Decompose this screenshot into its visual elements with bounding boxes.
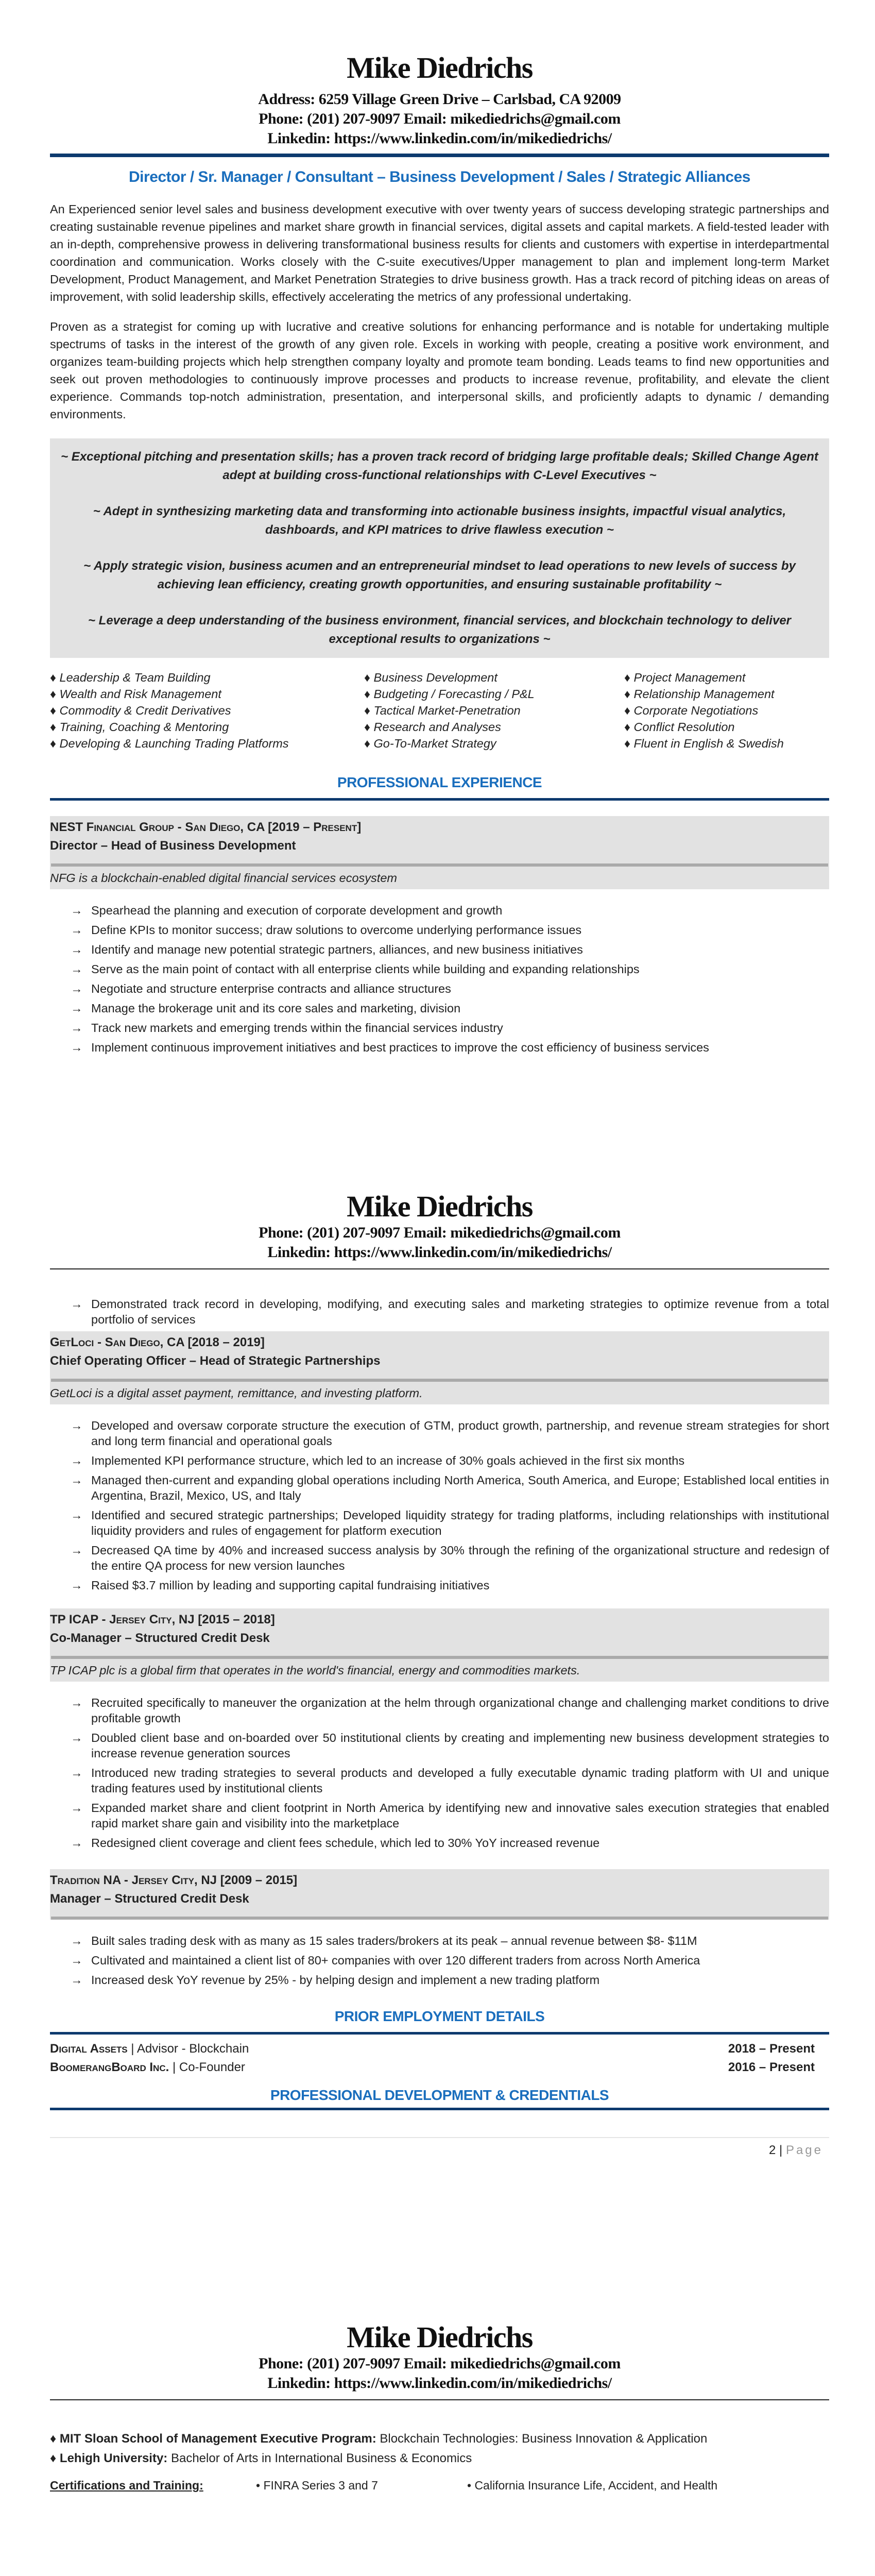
skills-column — [624, 669, 830, 752]
arrow-icon: → — [71, 1509, 83, 1522]
arrow-icon: → — [71, 982, 83, 995]
certification-item: • California Insurance Life, Accident, and Health — [467, 2479, 718, 2492]
highlights-box — [50, 438, 829, 658]
skills-grid — [50, 669, 829, 752]
diamond-icon: ♦ — [364, 687, 370, 701]
arrow-icon: → — [71, 1579, 83, 1592]
arrow-icon: → — [71, 904, 83, 917]
footer-divider — [50, 2137, 829, 2138]
header-divider — [50, 2399, 829, 2400]
resume-page-2 — [50, 1190, 829, 2158]
bullet-text: Built sales trading desk with as many as 15 sales traders/brokers at its peak – annual revenue between $8- $11M — [91, 1934, 697, 1947]
prior-title: Co-Founder — [179, 2060, 245, 2074]
candidate-name: Mike Diedrichs — [347, 1190, 533, 1223]
phone-email: Phone: (201) 207-9097 Email: mikediedrichs@gmail.com — [259, 1224, 621, 1241]
job-bullets — [71, 903, 829, 1055]
skill-item — [50, 702, 364, 719]
skill-item — [50, 719, 364, 735]
list-item — [71, 1020, 829, 1036]
bullet-text: Demonstrated track record in developing, modifying, and executing sales and marketing strategies to optimize revenue from a total portfolio of services — [91, 1297, 829, 1326]
section-divider — [50, 2108, 829, 2110]
list-item — [71, 1453, 829, 1468]
job-bullets — [71, 1933, 829, 1988]
section-divider — [50, 798, 829, 801]
arrow-icon: → — [71, 1297, 83, 1311]
prior-title: Advisor - Blockchain — [136, 2042, 249, 2056]
list-item — [71, 1765, 829, 1796]
bullet-text: Raised $3.7 million by leading and supporting capital fundraising initiatives — [91, 1579, 490, 1592]
arrow-icon: → — [71, 943, 83, 956]
page-number: 2 | Page — [769, 2143, 823, 2157]
prior-company: BoomerangBoard Inc. — [50, 2060, 169, 2074]
candidate-name: Mike Diedrichs — [347, 2320, 533, 2354]
bullet-text: Expanded market share and client footprint in North America by identifying new and innovative sales execution strategies that enabled rapid market share gain and visibility into the marketplace — [91, 1801, 829, 1830]
skill-label: Project Management — [633, 671, 746, 684]
prior-employment-row — [50, 2040, 829, 2058]
diamond-icon: ♦ — [50, 671, 56, 684]
list-item — [71, 1296, 829, 1327]
skill-label: Conflict Resolution — [633, 720, 735, 734]
highlight: ~ Leverage a deep understanding of the business environment, financial services, and blockchain technology to deliver exceptional results to organizations ~ — [88, 614, 792, 646]
education-list — [50, 2429, 829, 2468]
skill-label: Commodity & Credit Derivatives — [59, 704, 231, 717]
skill-label: Fluent in English & Swedish — [633, 737, 784, 750]
skill-item — [364, 669, 624, 686]
arrow-icon: → — [71, 962, 83, 976]
skill-item — [624, 702, 830, 719]
arrow-icon: → — [71, 1836, 83, 1850]
skill-item — [50, 669, 364, 686]
list-item — [71, 1933, 829, 1948]
bullet-text: Developed and oversaw corporate structure the execution of GTM, product growth, partnership, and revenue stream strategies for short and long term financial and operational goals — [91, 1419, 829, 1448]
skill-label: Budgeting / Forecasting / P&L — [373, 687, 535, 701]
list-item — [71, 1695, 829, 1726]
list-item — [71, 1800, 829, 1831]
phone-email: Phone: (201) 207-9097 Email: mikediedrichs@gmail.com — [259, 2355, 621, 2372]
list-item — [71, 961, 829, 977]
job-company: NEST Financial Group - San Diego, CA [2019 – Present] — [50, 820, 362, 834]
diamond-icon: ♦ — [50, 720, 56, 734]
job-header — [50, 1331, 829, 1404]
list-item — [71, 942, 829, 957]
education-item: ♦ MIT Sloan School of Management Executive Program: Blockchain Technologies: Business Innovation & Application — [50, 2432, 708, 2446]
section-title-prior: PRIOR EMPLOYMENT DETAILS — [334, 2008, 545, 2024]
job-role: Co-Manager – Structured Credit Desk — [50, 1631, 270, 1645]
bullet-text: Serve as the main point of contact with all enterprise clients while building and expanding relationships — [91, 962, 640, 976]
separator: | — [127, 2042, 137, 2056]
skill-item — [624, 669, 830, 686]
list-item — [71, 981, 829, 996]
skill-item — [50, 735, 364, 752]
list-item — [71, 922, 829, 938]
resume-page-3 — [50, 2321, 829, 2493]
list-item — [71, 1835, 829, 1851]
job-company: GetLoci - San Diego, CA [2018 – 2019] — [50, 1335, 265, 1349]
bullet-text: Managed then-current and expanding global operations including North America, South America, and Europe; Established local entities in Argentina, Brazil, Mexico, US, and Italy — [91, 1473, 829, 1502]
job-company: Tradition NA - Jersey City, NJ [2009 – 2015] — [50, 1873, 298, 1887]
bullet-text: Implement continuous improvement initiatives and best practices to improve the cost efficiency of business services — [91, 1041, 709, 1054]
arrow-icon: → — [71, 1696, 83, 1709]
diamond-icon: ♦ — [364, 720, 370, 734]
bullet-text: Define KPIs to monitor success; draw solutions to overcome underlying performance issues — [91, 923, 582, 937]
education-item: ♦ Lehigh University: Bachelor of Arts in International Business & Economics — [50, 2451, 472, 2465]
certifications-label: Certifications and Training: — [50, 2479, 203, 2492]
skill-item — [624, 719, 830, 735]
job-header — [50, 816, 829, 889]
candidate-name: Mike Diedrichs — [347, 51, 533, 84]
list-item — [71, 903, 829, 918]
certification-item: • FINRA Series 3 and 7 — [256, 2479, 378, 2492]
list-item — [71, 1543, 829, 1573]
job-divider — [51, 1917, 828, 1920]
job-header — [50, 1608, 829, 1682]
skill-label: Leadership & Team Building — [59, 671, 211, 684]
bullet-text: Redesigned client coverage and client fees schedule, which led to 30% YoY increased revenue — [91, 1836, 600, 1850]
section-title-experience: PROFESSIONAL EXPERIENCE — [337, 774, 542, 790]
skill-label: Developing & Launching Trading Platforms — [59, 737, 289, 750]
highlight: ~ Apply strategic vision, business acumen and an entrepreneurial mindset to lead operations to new levels of success by achieving lean efficiency, creating growth opportunities, and ensuring sustainable profitability ~ — [83, 559, 796, 591]
header-divider — [50, 154, 829, 157]
arrow-icon: → — [71, 1544, 83, 1557]
summary-paragraph: Proven as a strategist for coming up with lucrative and creative solutions for enhancing performance and is notable for undertaking multiple spectrums of tasks in the interest of the growth of any given role. Excels in working with people, creating a positive work environment, and organizes team-building projects which help strengthen company loyalty and promote team bonding. Leads teams to find new opportunities and seek out proven methodologies to continuously improve processes and products to increase revenue, profitability, and elevate the client experience. Commands top-notch administration, presentation, and interpersonal skills, and proficiently adapts to dynamic / demanding environments. — [50, 320, 829, 421]
arrow-icon: → — [71, 1021, 83, 1035]
skills-column — [50, 669, 364, 752]
bullet-text: Increased desk YoY revenue by 25% - by helping design and implement a new trading platform — [91, 1973, 600, 1987]
highlight: ~ Exceptional pitching and presentation skills; has a proven track record of bridging large profitable deals; Skilled Change Agent adept at building cross-functional relationships with C-Level Executives ~ — [61, 450, 818, 482]
job-header — [50, 1869, 829, 1920]
job-company: TP ICAP - Jersey City, NJ [2015 – 2018] — [50, 1613, 275, 1626]
arrow-icon: → — [71, 1801, 83, 1815]
skill-label: Wealth and Risk Management — [59, 687, 221, 701]
prior-dates: 2018 – Present — [728, 2042, 815, 2056]
job-description: GetLoci is a digital asset payment, remittance, and investing platform. — [50, 1386, 423, 1400]
summary-paragraph: An Experienced senior level sales and business development executive with over twenty years of success developing strategic partnerships and creating sustainable revenue pipelines and market share growth in financial services, digital assets and capital markets. A field-tested leader with an in-depth, comprehensive prowess in delivering transformational business results for clients and customers with expertise in interdepartmental coordination and communication. Works closely with the C-suite executives/Upper management to plan and implement long-term Market Development, Product Management, and Market Penetration Strategies to drive business growth. Has a track record of pitching ideas on areas of improvement, with solid leadership skills, effectively accelerating the metrics of any professional undertaking. — [50, 202, 829, 303]
certifications — [50, 2479, 829, 2493]
section-title-development: PROFESSIONAL DEVELOPMENT & CREDENTIALS — [270, 2087, 609, 2103]
linkedin: Linkedin: https://www.linkedin.com/in/mikediedrichs/ — [267, 2375, 612, 2392]
prior-role — [50, 2058, 245, 2077]
skill-label: Go-To-Market Strategy — [373, 737, 496, 750]
arrow-icon: → — [71, 923, 83, 937]
skill-item — [364, 686, 624, 702]
diamond-icon: ♦ — [624, 704, 630, 717]
arrow-icon: → — [71, 1473, 83, 1487]
bullet-text: Doubled client base and on-boarded over 50 institutional clients by creating and implementing new business development strategies to increase revenue generation sources — [91, 1731, 829, 1760]
diamond-icon: ♦ — [50, 704, 56, 717]
diamond-icon: ♦ — [364, 704, 370, 717]
bullet-text: Spearhead the planning and execution of corporate development and growth — [91, 904, 503, 917]
job-role: Manager – Structured Credit Desk — [50, 1892, 249, 1906]
diamond-icon: ♦ — [364, 671, 370, 684]
list-item — [71, 1418, 829, 1449]
separator: | — [169, 2060, 179, 2074]
skill-item — [364, 735, 624, 752]
skill-label: Business Development — [373, 671, 497, 684]
diamond-icon: ♦ — [50, 687, 56, 701]
bullet-text: Decreased QA time by 40% and increased success analysis by 30% through the refining of the organizational structure and redesign of the entire QA process for new version launches — [91, 1544, 829, 1572]
address: Address: 6259 Village Green Drive – Carlsbad, CA 92009 — [258, 91, 621, 108]
prior-dates: 2016 – Present — [728, 2060, 815, 2074]
highlight: ~ Adept in synthesizing marketing data and transforming into actionable business insights, impactful visual analytics, dashboards, and KPI matrices to drive flawless execution ~ — [93, 504, 786, 537]
skill-label: Corporate Negotiations — [633, 704, 759, 717]
job-role: Director – Head of Business Development — [50, 839, 296, 853]
arrow-icon: → — [71, 1002, 83, 1015]
prior-role — [50, 2040, 249, 2058]
bullet-text: Implemented KPI performance structure, which led to an increase of 30% goals achieved in the first six months — [91, 1454, 685, 1467]
arrow-icon: → — [71, 1041, 83, 1054]
diamond-icon: ♦ — [624, 720, 630, 734]
skill-label: Tactical Market-Penetration — [373, 704, 521, 717]
job-description: NFG is a blockchain-enabled digital financial services ecosystem — [50, 871, 397, 885]
list-item — [71, 1040, 829, 1055]
skill-item — [364, 719, 624, 735]
arrow-icon: → — [71, 1766, 83, 1780]
job-description: TP ICAP plc is a global firm that operates in the world's financial, energy and commodities markets. — [50, 1664, 580, 1677]
bullet-text: Identify and manage new potential strategic partners, alliances, and new business initiatives — [91, 943, 583, 956]
diamond-icon: ♦ — [624, 671, 630, 684]
list-item — [71, 1730, 829, 1761]
resume-page-1 — [50, 52, 829, 1059]
skill-item — [624, 686, 830, 702]
bullet-text: Cultivated and maintained a client list of 80+ companies with over 120 different traders from across North America — [91, 1954, 700, 1967]
header-divider — [50, 1268, 829, 1269]
job-role: Chief Operating Officer – Head of Strategic Partnerships — [50, 1354, 381, 1368]
bullet-text: Introduced new trading strategies to several products and developed a fully executable dynamic trading platform with UI and unique trading features used by institutional clients — [91, 1766, 829, 1795]
bullet-text: Manage the brokerage unit and its core sales and marketing, division — [91, 1002, 461, 1015]
list-item — [71, 1972, 829, 1988]
list-item — [71, 1953, 829, 1968]
diamond-icon: ♦ — [50, 737, 56, 750]
skill-label: Training, Coaching & Mentoring — [59, 720, 229, 734]
section-divider — [50, 2032, 829, 2035]
bullet-text: Track new markets and emerging trends within the financial services industry — [91, 1021, 503, 1035]
job-bullets — [71, 1418, 829, 1593]
skill-label: Relationship Management — [633, 687, 775, 701]
list-item — [71, 1578, 829, 1593]
arrow-icon: → — [71, 1454, 83, 1467]
headline: Director / Sr. Manager / Consultant – Business Development / Sales / Strategic Alliances — [129, 168, 750, 185]
arrow-icon: → — [71, 1973, 83, 1987]
bullet-text: Recruited specifically to maneuver the organization at the helm through organizational change and challenging market conditions to drive profitable growth — [91, 1696, 829, 1725]
arrow-icon: → — [71, 1419, 83, 1432]
arrow-icon: → — [71, 1934, 83, 1947]
prior-employment-row — [50, 2058, 829, 2077]
diamond-icon: ♦ — [624, 737, 630, 750]
bullet-text: Negotiate and structure enterprise contracts and alliance structures — [91, 982, 451, 995]
phone-email: Phone: (201) 207-9097 Email: mikediedrichs@gmail.com — [259, 110, 621, 127]
arrow-icon: → — [71, 1954, 83, 1967]
prior-company: Digital Assets — [50, 2042, 128, 2056]
arrow-icon: → — [71, 1731, 83, 1744]
skill-item — [364, 702, 624, 719]
job-bullets — [71, 1695, 829, 1851]
skill-item — [50, 686, 364, 702]
skill-item — [624, 735, 830, 752]
diamond-icon: ♦ — [364, 737, 370, 750]
list-item — [71, 1001, 829, 1016]
list-item — [71, 1507, 829, 1538]
linkedin: Linkedin: https://www.linkedin.com/in/mikediedrichs/ — [267, 130, 612, 147]
skills-column — [364, 669, 624, 752]
diamond-icon: ♦ — [624, 687, 630, 701]
skill-label: Research and Analyses — [373, 720, 501, 734]
linkedin: Linkedin: https://www.linkedin.com/in/mikediedrichs/ — [267, 1244, 612, 1261]
list-item — [71, 1472, 829, 1503]
bullet-text: Identified and secured strategic partnerships; Developed liquidity strategy for trading platforms, including relationships with institutional liquidity providers and rules of engagement for platform execution — [91, 1509, 829, 1537]
